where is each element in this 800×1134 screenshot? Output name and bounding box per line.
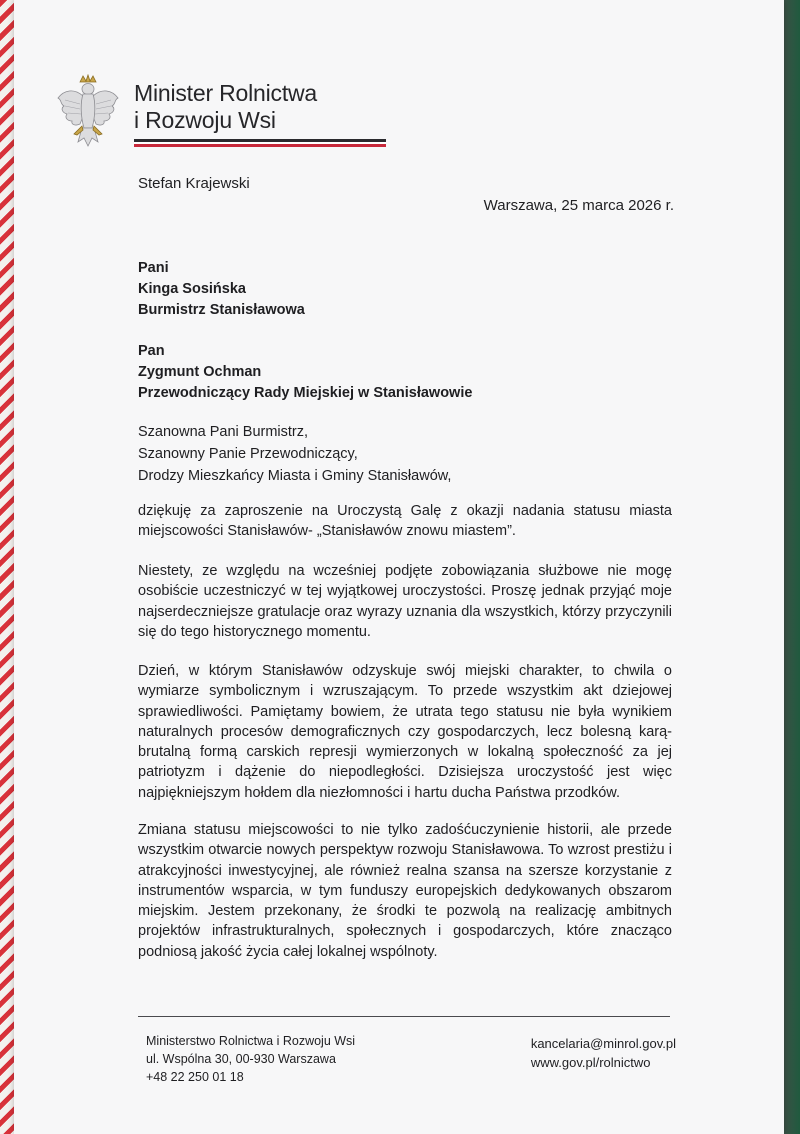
ministry-title [134,80,354,134]
body-paragraph: Zmiana statusu miejscowości to nie tylko zadośćuczynienie historii, ale przede wszystkim otwarcie nowych perspektyw rozwoju Stanisławowa. To wzrost prestiżu i atrakcyjności inwestycyjnej, ale również realna szansa na szersze korzystanie z instrumentów wsparcia, w tym funduszy europejskich dedykowanych obszarom miejskim. Jestem przekonany, że środki te pozwolą na realizację ambitnych projektów infrastrukturalnych, społecznych i gospodarczych, które znacząco podniosą jakość życia całej lokalnej wspólnoty. [138,822,672,960]
ministry-title-line2: i Rozwoju Wsi [134,107,276,133]
eagle-emblem-icon [56,74,120,160]
addressee-block [138,258,305,321]
addressee-name: Kinga Sosińska [138,281,246,297]
greeting-line: Drodzy Mieszkańcy Miasta i Gminy Stanisławów, [138,468,452,484]
greeting-line: Szanowny Panie Przewodniczący, [138,446,358,462]
addressee-salutation: Pani [138,260,169,276]
footer-address: ul. Wspólna 30, 00-930 Warszawa [146,1052,336,1066]
ministry-title-line1: Minister Rolnictwa [134,80,318,106]
greeting-line: Szanowna Pani Burmistrz, [138,424,309,440]
addressee-role: Burmistrz Stanisławowa [138,302,305,318]
greeting [138,421,451,487]
footer-org: Ministerstwo Rolnictwa i Rozwoju Wsi [146,1034,356,1048]
footer-contact-address [146,1032,355,1086]
addressee-role: Przewodniczący Rady Miejskiej w Stanisławowie [138,385,473,401]
flag-divider [134,139,386,147]
footer-divider [138,1016,670,1017]
body-paragraph: dziękuję za zaproszenie na Uroczystą Galę z okazji nadania statusu miasta miejscowości Stanisławów- „Stanisławów znowu miastem”. [138,503,672,540]
letter-date: Warszawa, 25 marca 2026 r. [483,197,674,214]
footer-website: www.gov.pl/rolnictwo [530,1055,651,1070]
body-paragraph: Niestety, ze względu na wcześniej podjęte zobowiązania służbowe nie mogę osobiście uczestniczyć w tej wyjątkowej uroczystości. Proszę jednak przyjąć moje najserdeczniejsze gratulacje oraz wyrazy uznania dla wszystkich, którzy przyczynili się do tego historycznego momentu. [138,563,672,640]
addressee-name: Zygmunt Ochman [138,364,262,380]
footer-contact-online [531,1034,676,1072]
addressee-block [138,341,472,404]
footer-email: kancelaria@minrol.gov.pl [530,1036,676,1051]
letter-page [14,0,784,1134]
body-paragraph: Dzień, w którym Stanisławów odzyskuje swój miejski charakter, to chwila o wymiarze symbolicznym i wzruszającym. To przede wszystkim akt dziejowej sprawiedliwości. Pamiętamy bowiem, że utrata tego statusu nie była wynikiem naturalnych procesów demograficznych czy gospodarczych, lecz bolesną karą- brutalną formą carskich represji wymierzonych w lokalną społeczność za jej patriotyzm i dążenie do niepodległości. Dzisiejsza uroczystość jest więc najpiękniejszym hołdem dla niezłomności i hartu ducha Państwa przodków. [138,663,672,801]
addressee-salutation: Pan [138,343,165,359]
signer-name: Stefan Krajewski [138,175,250,192]
footer-phone: +48 22 250 01 18 [146,1070,244,1084]
